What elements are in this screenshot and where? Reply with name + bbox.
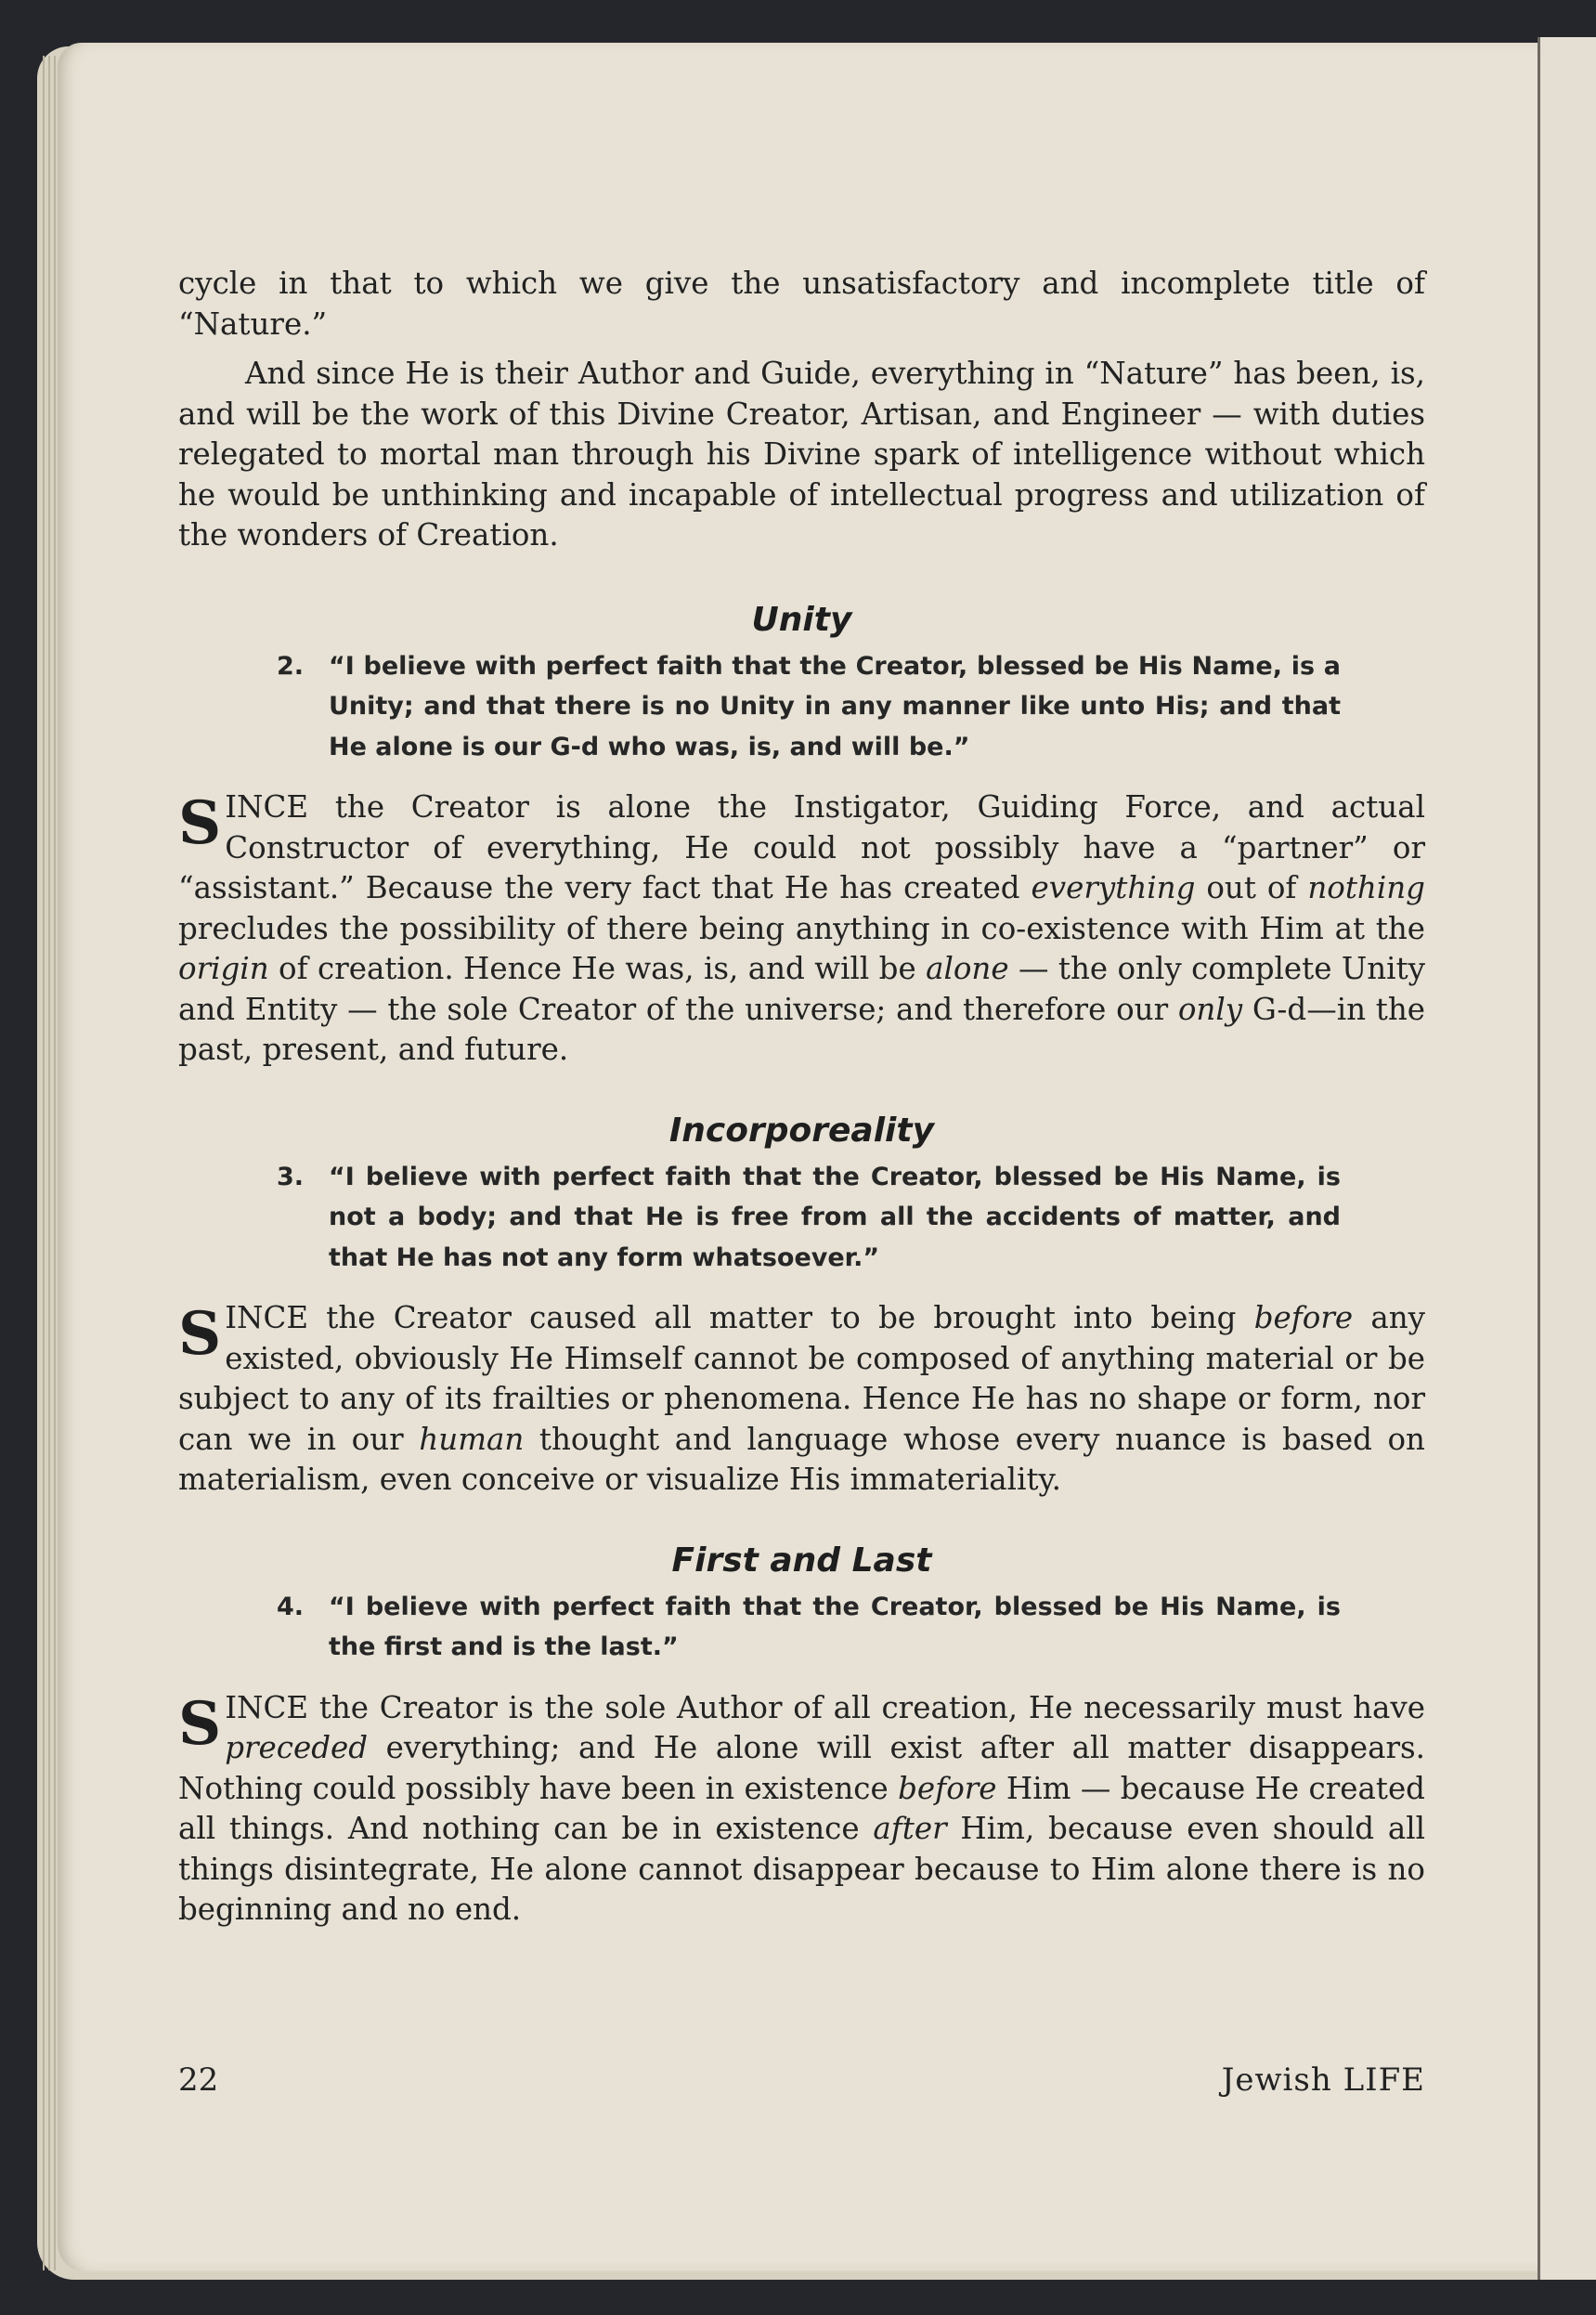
section-heading-unity: Unity <box>751 600 852 639</box>
intro-paragraph-1: cycle in that to which we give the unsatisfactory and incomplete title of “Nature.” <box>178 266 1425 342</box>
publication-title: Jewish LIFE <box>1221 2061 1425 2099</box>
tenet-incorporeality <box>178 1157 1425 1279</box>
tenet-number: 4. <box>277 1592 305 1621</box>
tenet-unity <box>178 646 1425 768</box>
section-body-first-and-last <box>178 1688 1425 1931</box>
section-body-unity <box>178 787 1425 1071</box>
section-body-incorporeality <box>178 1298 1425 1501</box>
tenet-text: “I believe with perfect faith that the Creator, blessed be His Name, is the first and is the last.” <box>329 1592 1341 1661</box>
page-edge-line <box>48 56 50 2270</box>
tenet-text: “I believe with perfect faith that the Creator, blessed be His Name, is not a body; and that He is free from all the accidents of matter, and that He has not any form whatsoever.” <box>329 1162 1341 1272</box>
tenet-number: 2. <box>277 651 305 681</box>
drop-cap: S <box>178 1688 222 1759</box>
body-text: INCE the Creator caused all matter to be brought into being before any existed, obviously He Himself cannot be composed of anything material or be subject to any of its frailties or phenomena. Hence He has no shape or form, nor can we in our human thought and language whose every nuance is based on materialism, even conceive or visualize His immateriality. <box>178 1300 1425 1497</box>
tenet-text: “I believe with perfect faith that the Creator, blessed be His Name, is a Unity; and that there is no Unity in any manner like unto His; and that He alone is our G-d who was, is, and will be.” <box>329 651 1341 761</box>
section-heading-first-and-last: First and Last <box>671 1541 932 1580</box>
page-edge-line <box>54 56 56 2270</box>
page-edge-line <box>43 56 45 2270</box>
drop-cap: S <box>178 1299 222 1369</box>
facing-page-edge <box>1538 37 1596 2280</box>
tenet-number: 3. <box>277 1162 305 1191</box>
tenet-first-and-last <box>178 1587 1425 1668</box>
page-content <box>178 264 1425 1931</box>
body-text: INCE the Creator is alone the Instigator, Guiding Force, and actual Constructor of everything, He could not possibly have a “partner” or “assistant.” Because the very fact that He has created everything out of nothing precludes the possibility of there being anything in co-existence with Him at the origin of creation. Hence He was, is, and will be alone — the only complete Unity and Entity — the sole Creator of the universe; and therefore our only G-d—in the past, present, and future. <box>178 789 1425 1067</box>
drop-cap: S <box>178 788 222 858</box>
page-number: 22 <box>178 2061 219 2099</box>
body-text: INCE the Creator is the sole Author of all creation, He necessarily must have preceded everything; and He alone will exist after all matter disappears. Nothing could possibly have been in existence before Him — because He created all things. And nothing can be in existence after Him, because even should all things disintegrate, He alone cannot disappear because to Him alone there is no beginning and no end. <box>178 1689 1425 1927</box>
intro-paragraph-2: And since He is their Author and Guide, everything in “Nature” has been, is, and will be the work of this Divine Creator, Artisan, and Engineer — with duties relegated to mortal man through his Divine spark of intelligence without which he would be unthinking and incapable of intellectual progress and utilization of the wonders of Creation. <box>178 356 1425 553</box>
section-heading-incorporeality: Incorporeality <box>668 1111 935 1150</box>
